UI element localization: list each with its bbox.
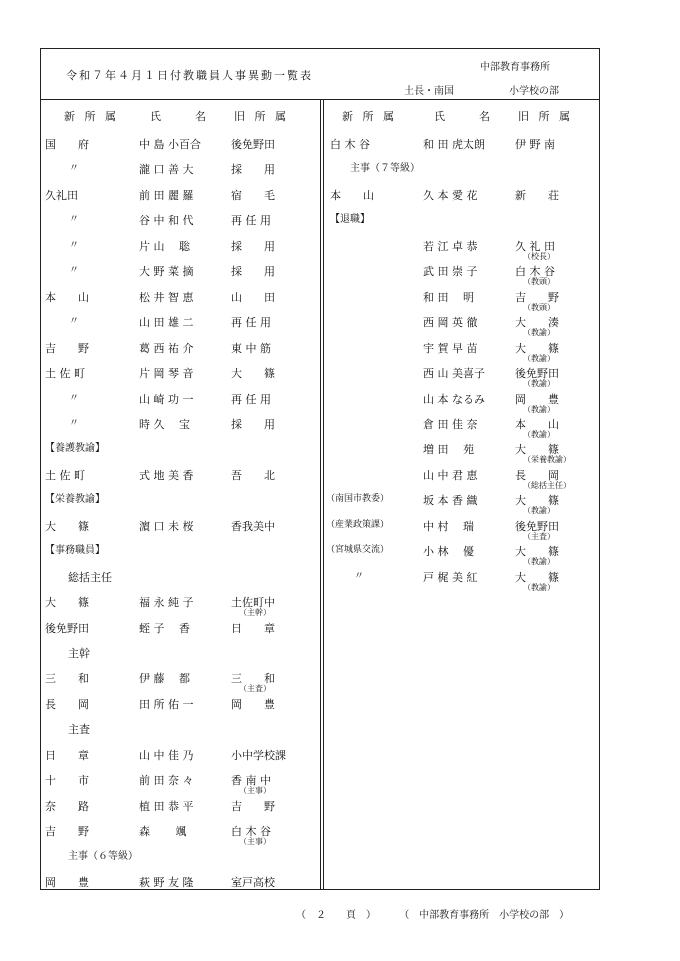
new-post: 大 篠 (45, 596, 89, 610)
post-title-note: （教諭） (523, 506, 555, 516)
section-label-taishoku: 【退職】 (330, 214, 370, 226)
new-post: 土 佐 町 (45, 468, 85, 482)
rank-label-shuji7: 主事（７等級） (350, 163, 420, 175)
person-name: 伊 藤 都 (139, 672, 190, 686)
person-name: 山 崎 功 一 (139, 392, 194, 406)
footer-office: （ 中部教育事務所 小学校の部 ） (399, 910, 570, 921)
person-name: 坂 本 香 織 (423, 494, 478, 508)
old-post: 白 木 谷 (231, 825, 271, 839)
new-post: 〃 (69, 417, 79, 429)
new-post: 〃 (69, 392, 79, 404)
section-label-yogo: 【養護教諭】 (45, 443, 105, 455)
post-title-note: （教頭） (523, 302, 555, 312)
new-post: 後免野田 (45, 621, 89, 635)
new-post: 吉 野 (45, 825, 89, 839)
person-name: 西 岡 英 徹 (423, 316, 478, 330)
new-post: 土 佐 町 (45, 367, 85, 381)
post-title-note: （教諭） (523, 404, 555, 414)
old-post: 大 篠 (231, 367, 275, 381)
old-post: 新 荘 (515, 188, 559, 202)
new-post: 〃 (69, 265, 79, 277)
old-post: 三 和 (231, 672, 275, 686)
section-label-jimu: 【事務職員】 (45, 545, 105, 557)
old-post: 再 任 用 (231, 392, 271, 406)
new-post: 奈 路 (45, 799, 89, 813)
old-post: 大 篠 (515, 545, 559, 559)
new-post: 十 市 (45, 774, 89, 788)
rank-label-sokatsu: 総括主任 (68, 570, 112, 584)
new-post: 久礼田 (45, 188, 78, 202)
right-col-old: 旧 所 属 (518, 110, 573, 123)
person-name: 松 井 智 恵 (139, 290, 194, 304)
rank-label-shukan: 主幹 (68, 647, 90, 660)
left-col-old: 旧 所 属 (234, 110, 289, 123)
rank-label-shusa: 主査 (68, 723, 90, 737)
new-post: （南国市教委） (326, 494, 390, 505)
post-title-note: （教諭） (523, 379, 555, 389)
new-post: 本 山 (45, 290, 89, 304)
post-title-note: （主幹） (239, 608, 271, 618)
post-title-note: （教諭） (523, 353, 555, 363)
new-post: 大 篠 (45, 519, 89, 533)
person-name: 中 島 小百合 (139, 138, 201, 151)
old-post: 吾 北 (231, 468, 275, 482)
old-post: 白 木 谷 (515, 265, 555, 279)
new-post: 〃 (69, 239, 79, 251)
person-name: 西 山 美喜子 (423, 367, 485, 381)
old-post: 大 篠 (515, 443, 559, 457)
old-post: 再 任 用 (231, 214, 271, 228)
new-post: 岡 豊 (45, 876, 89, 890)
post-title-note: （総括主任） (523, 480, 571, 490)
person-name: 戸 梶 美 紅 (423, 570, 478, 584)
person-name: 和 田 虎太朗 (423, 138, 485, 151)
old-post: 伊 野 南 (515, 138, 555, 151)
post-title-note: （教頭） (523, 277, 555, 287)
old-post: 香我美中 (231, 519, 275, 533)
old-post: 採 用 (231, 265, 275, 279)
old-post: 大 篠 (515, 341, 559, 355)
column-divider (320, 99, 321, 889)
person-name: 式 地 美 香 (139, 468, 194, 482)
person-name: 宇 賀 早 苗 (423, 341, 478, 355)
person-name: 大 野 菜 摘 (139, 265, 194, 279)
person-name: 蛭 子 香 (139, 621, 190, 635)
right-col-name: 氏 名 (434, 110, 494, 123)
section-label-eiyo: 【栄養教諭】 (45, 494, 105, 506)
new-post: 吉 野 (45, 341, 89, 355)
old-post: 大 湊 (515, 316, 559, 330)
new-post: 〃 (354, 570, 364, 582)
old-post: 久 礼 田 (515, 239, 555, 253)
post-title-note: （主査） (523, 531, 555, 541)
page-number: （ ２ 頁 ） (296, 910, 376, 921)
new-post: 白 木 谷 (330, 138, 370, 151)
old-post: 東 中 筋 (231, 341, 271, 355)
person-name: 前 田 麗 羅 (139, 188, 194, 202)
person-name: 萩 野 友 隆 (139, 876, 194, 890)
new-post: 本 山 (330, 188, 374, 202)
old-post: 大 篠 (515, 494, 559, 508)
new-post: 〃 (69, 214, 79, 226)
old-post: 吉 野 (231, 799, 275, 813)
old-post: 後免野田 (515, 519, 559, 533)
person-name: 時 久 宝 (139, 417, 190, 431)
old-post: 山 田 (231, 290, 275, 304)
left-col-name: 氏 名 (150, 110, 210, 123)
document-title: 令和７年４月１日付教職員人事異動一覧表 (66, 69, 313, 82)
person-name: 山 中 佳 乃 (139, 748, 194, 762)
district-name: 土長・南国 (404, 86, 454, 97)
new-post: （宮城県交流） (326, 545, 390, 556)
new-post: 〃 (69, 163, 79, 175)
old-post: 土佐町中 (231, 596, 275, 610)
person-name: 田 所 佑 一 (139, 697, 194, 711)
person-name: 葛 西 祐 介 (139, 341, 194, 355)
old-post: 再 任 用 (231, 316, 271, 330)
person-name: 福 永 純 子 (139, 596, 194, 610)
post-title-note: （教諭） (523, 582, 555, 592)
person-name: 増 田 苑 (423, 443, 474, 457)
post-title-note: （主事） (239, 786, 271, 796)
person-name: 武 田 崇 子 (423, 265, 478, 279)
post-title-note: （教諭） (523, 328, 555, 338)
new-post: 三 和 (45, 672, 89, 686)
person-name: 谷 中 和 代 (139, 214, 194, 228)
old-post: 小中学校課 (231, 748, 286, 762)
new-post: （産業政策課） (326, 519, 390, 530)
person-name: 山 中 君 恵 (423, 468, 478, 482)
post-title-note: （主査） (239, 684, 271, 694)
person-name: 片 山 聡 (139, 239, 190, 253)
person-name: 片 岡 琴 音 (139, 367, 194, 381)
left-col-new: 新 所 属 (64, 110, 119, 123)
old-post: 長 岡 (515, 468, 559, 482)
old-post: 吉 野 (515, 290, 559, 304)
right-col-new: 新 所 属 (342, 110, 397, 123)
post-title-note: （栄養教諭） (523, 455, 571, 465)
old-post: 後免野田 (515, 367, 559, 381)
old-post: 採 用 (231, 163, 275, 177)
column-divider-double (323, 99, 324, 889)
new-post: 〃 (69, 316, 79, 328)
old-post: 宿 毛 (231, 188, 275, 202)
person-name: 山 本 なるみ (423, 392, 485, 406)
old-post: 後免野田 (231, 138, 275, 151)
new-post: 日 章 (45, 748, 89, 762)
person-name: 前 田 奈 々 (139, 774, 194, 788)
page-footer (296, 906, 569, 921)
person-name: 山 田 雄 二 (139, 316, 194, 330)
old-post: 香 南 中 (231, 774, 271, 788)
new-post: 国 府 (45, 138, 89, 151)
old-post: 本 山 (515, 417, 559, 431)
old-post: 日 章 (231, 621, 275, 635)
section-name: 小学校の部 (509, 86, 559, 97)
person-name: 中 村 瑞 (423, 519, 474, 533)
person-name: 小 林 優 (423, 545, 474, 559)
person-name: 若 江 卓 恭 (423, 239, 478, 253)
person-name: 濵 口 未 桜 (139, 519, 194, 533)
old-post: 大 篠 (515, 570, 559, 584)
person-name: 久 本 愛 花 (423, 188, 478, 202)
person-name: 森 颯 (139, 825, 187, 839)
new-post: 長 岡 (45, 697, 89, 711)
person-name: 和 田 明 (423, 290, 474, 304)
post-title-note: （教諭） (523, 557, 555, 567)
old-post: 採 用 (231, 417, 275, 431)
post-title-note: （教諭） (523, 429, 555, 439)
post-title-note: （主事） (239, 837, 271, 847)
old-post: 採 用 (231, 239, 275, 253)
old-post: 岡 豊 (515, 392, 559, 406)
old-post: 岡 豊 (231, 697, 275, 711)
post-title-note: （校長） (523, 251, 555, 261)
person-name: 倉 田 佳 奈 (423, 417, 478, 431)
old-post: 室戸高校 (231, 876, 275, 890)
office-name: 中部教育事務所 (480, 62, 550, 73)
person-name: 植 田 恭 平 (139, 799, 194, 813)
rank-label-shuji6: 主事（６等級） (68, 850, 138, 862)
person-name: 瀧 口 善 大 (139, 163, 194, 177)
